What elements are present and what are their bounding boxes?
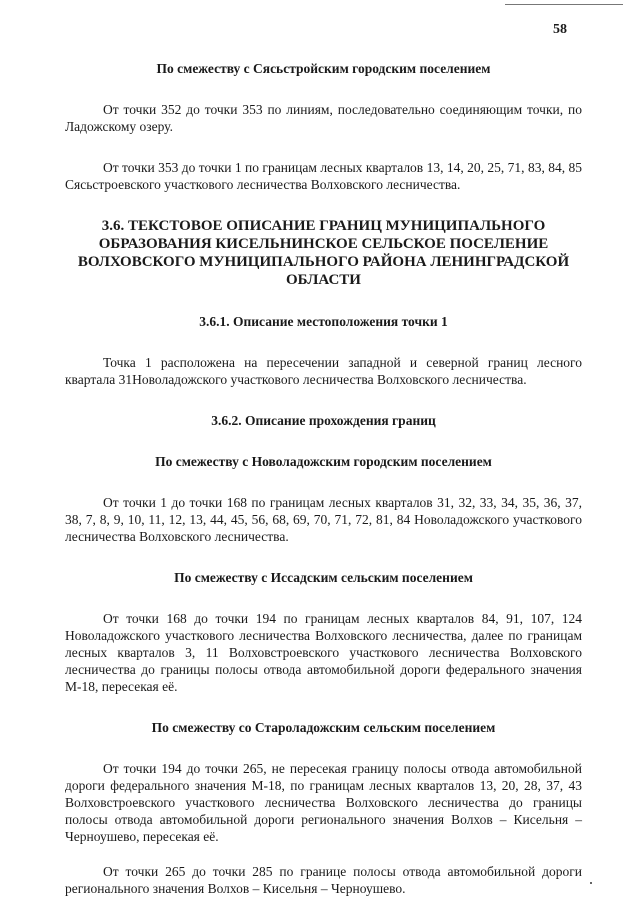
heading-staroladozhsk: По смежеству со Староладожским сельским поселением: [151, 720, 496, 735]
paragraph-168-194: От точки 168 до точки 194 по границам лесных кварталов 84, 91, 107, 124 Новоладожского участкового лесничества Волховского лесничества, далее по границам лесных кварталов 3, 11 Волховстроевского участкового лесничества Волховского лесничества до границы полосы отвода автомобильной дороги федерального значения М-18, пересекая её.: [65, 611, 582, 694]
heading-syasstroy: По смежеству с Сясьстройским городским поселением: [156, 61, 491, 76]
paragraph-352-353: От точки 352 до точки 353 по линиям, последовательно соединяющим точки, по Ладожскому озеру.: [65, 102, 582, 134]
paragraph-194-265: От точки 194 до точки 265, не пересекая границу полосы отвода автомобильной дороги федерального значения М-18, по границам лесных кварталов 13, 20, 28, 37, 43 Волховстроевского участкового лесничества Волховского лесничества до границы полосы отвода автомобильной дороги регионального значения Волхов – Кисельня – Черноушево, пересекая её.: [65, 761, 582, 844]
paragraph-353-1: От точки 353 до точки 1 по границам лесных кварталов 13, 14, 20, 25, 71, 83, 84, 85 Сясьстроевского участкового лесничества Волховского лесничества.: [65, 160, 582, 192]
paragraph-265-285: От точки 265 до точки 285 по границе полосы отвода автомобильной дороги регионального значения Волхов – Кисельня – Черноушево.: [65, 864, 582, 896]
heading-novoladozhsk: По смежеству с Новоладожским городским поселением: [155, 454, 492, 469]
header-rule: [505, 4, 623, 5]
heading-3-6-1: 3.6.1. Описание местоположения точки 1: [199, 314, 448, 329]
paragraph-point-1: Точка 1 расположена на пересечении западной и северной границ лесного квартала 31Новоладожского участкового лесничества Волховского лесничества.: [65, 355, 582, 387]
paragraph-1-168: От точки 1 до точки 168 по границам лесных кварталов 31, 32, 33, 34, 35, 36, 37, 38, 7, 8, 9, 10, 11, 12, 13, 44, 45, 56, 68, 69, 70, 71, 72, 81, 84 Новоладожского участкового лесничества Волховского лесничества.: [65, 495, 582, 544]
section-title-3-6: 3.6. ТЕКСТОВОЕ ОПИСАНИЕ ГРАНИЦ МУНИЦИПАЛЬНОГО ОБРАЗОВАНИЯ КИСЕЛЬНИНСКОЕ СЕЛЬСКОЕ ПОСЕЛЕНИЕ ВОЛХОВСКОГО МУНИЦИПАЛЬНОГО РАЙОНА ЛЕНИНГРАДСКОЙ ОБЛАСТИ: [77, 218, 570, 288]
page-number: 58: [553, 22, 567, 37]
document-body: [65, 60, 582, 897]
heading-issad: По смежеству с Иссадским сельским поселением: [174, 570, 473, 585]
scan-speck: [590, 882, 592, 884]
heading-3-6-2: 3.6.2. Описание прохождения границ: [211, 413, 436, 428]
